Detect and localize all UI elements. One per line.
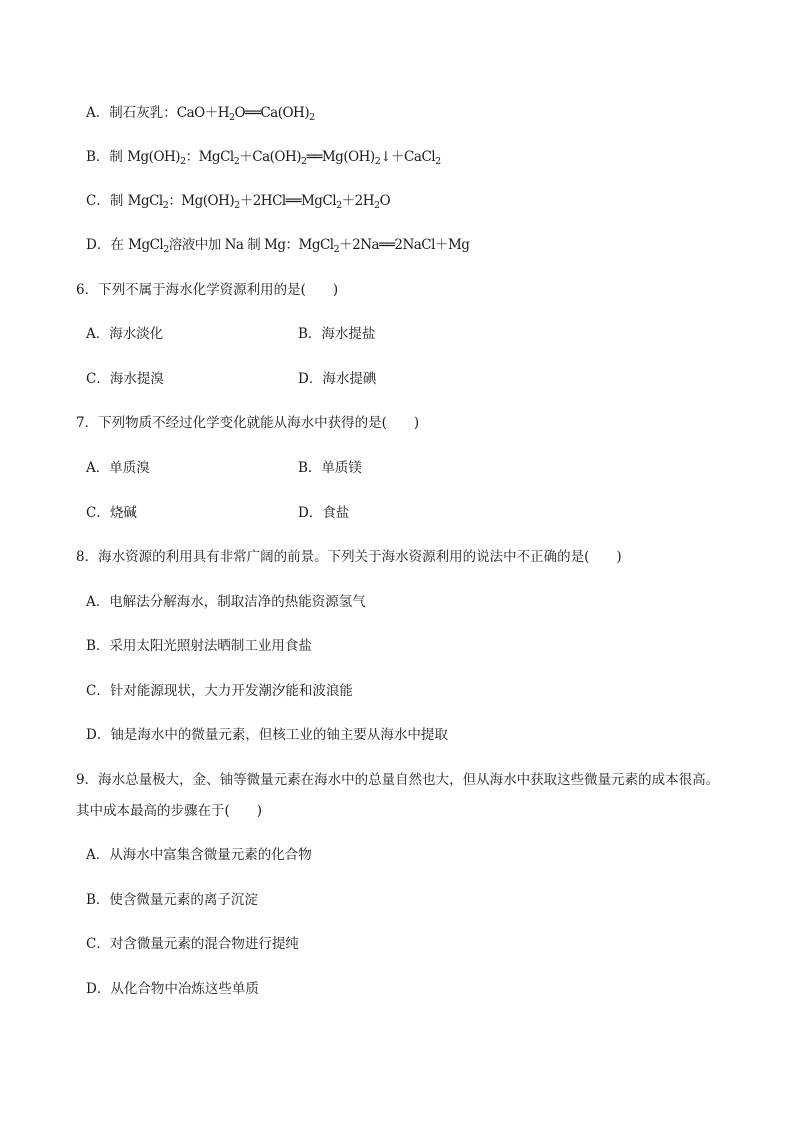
q6-option-a: A．海水淡化 xyxy=(86,326,164,342)
q9-option-d: D．从化合物中冶炼这些单质 xyxy=(86,981,259,997)
q5-option-c xyxy=(86,191,390,211)
q9-stem-line2: 其中成本最高的步骤在于( ) xyxy=(76,803,263,819)
q5-option-b-prefix: 制 xyxy=(109,149,128,165)
q9-option-c: C．对含微量元素的混合物进行提纯 xyxy=(86,936,299,952)
q5-option-a-formula: $CaO+H_2O══Ca(OH)_2$ xyxy=(176,105,315,123)
q5-option-d-prefix: 在 xyxy=(110,237,129,253)
q7-option-b: B．单质镁 xyxy=(298,460,362,476)
q5-option-a-prefix: 制石灰乳： xyxy=(109,105,177,121)
q7-stem: 7．下列物质不经过化学变化就能从海水中获得的是( ) xyxy=(76,415,420,431)
q5-option-a xyxy=(86,103,315,123)
q8-option-b: B．采用太阳光照射法晒制工业用食盐 xyxy=(86,638,312,654)
q5-option-b-label: B． xyxy=(86,149,110,165)
q5-option-c-prefix: 制 xyxy=(109,193,128,209)
q9-option-b: B．使含微量元素的离子沉淀 xyxy=(86,892,258,908)
q5-option-b xyxy=(86,147,441,167)
q5-option-d-formula: MgCl$_2$溶液中加 Na 制 Mg：MgCl$_2$＋2Na══2NaCl＋Mg xyxy=(128,237,470,255)
q5-option-d xyxy=(86,235,469,255)
q7-option-c: C．烧碱 xyxy=(86,505,137,521)
q7-option-d: D．食盐 xyxy=(298,505,350,521)
q5-option-c-formula: MgCl$_2$：$Mg(OH)_2+2HCl══MgCl_2+2H_2O$ xyxy=(127,193,391,211)
q7-option-a: A．单质溴 xyxy=(86,460,150,476)
q6-option-b: B．海水提盐 xyxy=(298,326,376,342)
q5-option-d-label: D． xyxy=(86,237,111,253)
q9-stem-line1: 9．海水总量极大，金、铀等微量元素在海水中的总量自然也大，但从海水中获取这些微量元素的成本很高。 xyxy=(76,772,720,788)
q8-option-a: A．电解法分解海水，制取洁净的热能资源氢气 xyxy=(86,594,366,610)
q5-option-a-label: A． xyxy=(86,105,110,121)
q6-option-d: D．海水提碘 xyxy=(298,371,377,387)
q6-stem: 6．下列不属于海水化学资源利用的是( ) xyxy=(76,282,339,298)
q9-option-a: A．从海水中富集含微量元素的化合物 xyxy=(86,847,312,863)
q6-option-c: C．海水提溴 xyxy=(86,371,164,387)
q8-option-d: D．铀是海水中的微量元素，但核工业的铀主要从海水中提取 xyxy=(86,727,448,743)
q5-option-b-formula: $Mg(OH)_2$：$MgCl_2+Ca(OH)_2══Mg(OH)_2↓+CaCl_2$ xyxy=(127,149,441,167)
q5-option-c-label: C． xyxy=(86,193,110,209)
q8-stem: 8．海水资源的利用具有非常广阔的前景。下列关于海水资源利用的说法中不正确的是( ) xyxy=(76,549,622,565)
q8-option-c: C．针对能源现状，大力开发潮汐能和波浪能 xyxy=(86,683,353,699)
